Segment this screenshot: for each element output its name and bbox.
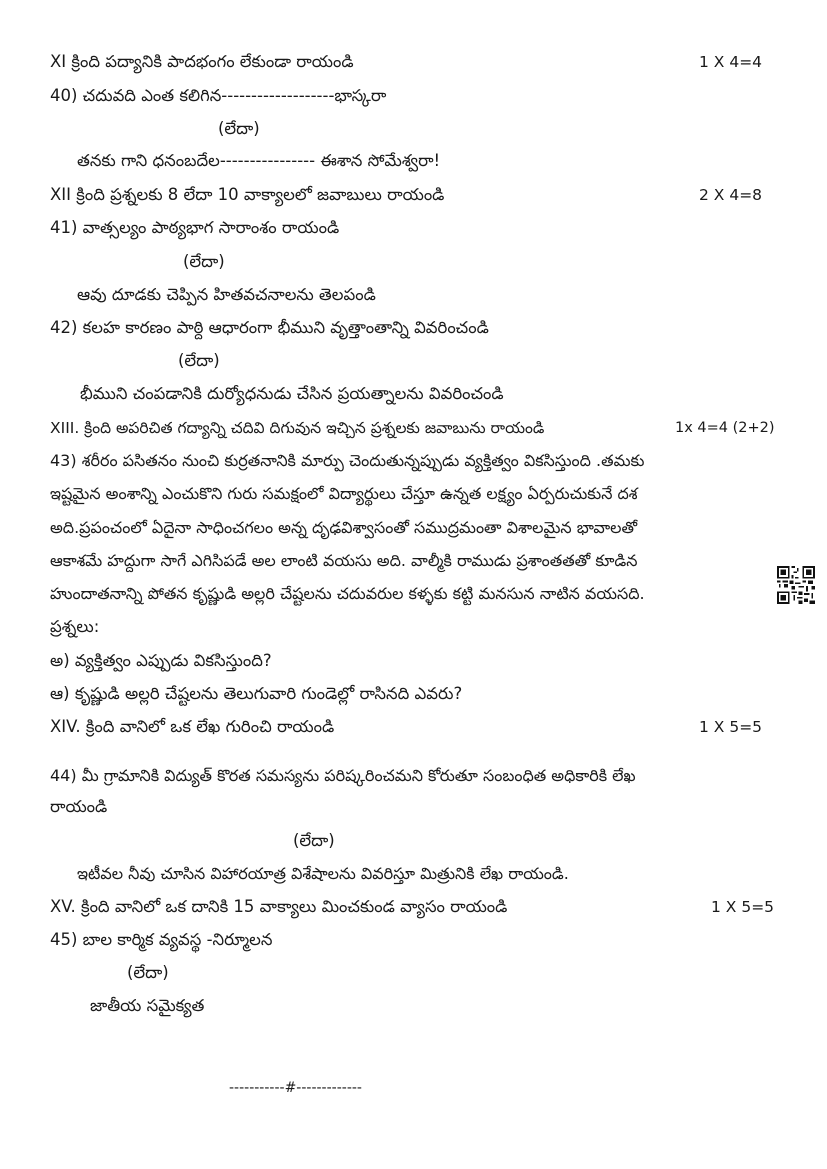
q44-or: (లేదా) <box>293 831 335 850</box>
q44-line1: 44) మీ గ్రామానికి విద్యుత్ కొరత సమస్యను పరిష్కరించమని కోరుతూ సంబంధిత అధికారికి లేఖ <box>50 766 636 785</box>
section-xiii-heading: XIII. క్రింది అపరిచిత గద్యాన్ని చదివి దిగువున ఇచ్చిన ప్రశ్నలకు జవాబును రాయండి <box>50 419 545 437</box>
section-xv-heading: XV. క్రింది వానిలో ఒక దానికి 15 వాక్యాలు మించకుండ వ్యాసం రాయండి <box>50 897 508 916</box>
passage-line: ఇష్టమైన అంశాన్ని ఎంచుకొని గురు సమక్షంలో విద్యార్థులు చేస్తూ ఉన్నత లక్ష్యం ఏర్పరుచుకునే దశ <box>50 484 638 503</box>
section-xi-heading: XI క్రింది పద్యానికి పాదభంగం లేకుండా రాయండి <box>50 52 354 71</box>
end-of-paper-mark: -----------#------------- <box>229 1080 362 1096</box>
q42-or: (లేదా) <box>178 351 220 370</box>
section-xiii-marks: 1x 4=4 (2+2) <box>675 420 775 436</box>
passage-line: ఆకాశమే హద్దుగా సాగే ఎగిసిపడే అల లాంటి వయసు అది. వాల్మీకి రాముడు ప్రశాంతతతో కూడిన <box>50 551 638 570</box>
q40-line2: తనకు గాని ధనంబదేల---------------- ఈశాన సోమేశ్వరా! <box>77 151 441 170</box>
q45-line2: జాతీయ సమైక్యత <box>90 996 205 1015</box>
sub-question-aa: ఆ) కృష్ణుడి అల్లరి చేష్టలను తెలుగువారి గుండెల్లో రాసినది ఎవరు? <box>50 684 463 703</box>
q45-or: (లేదా) <box>127 963 169 982</box>
q44-line2: ఇటీవల నీవు చూసిన విహారయాత్ర విశేషాలను వివరిస్తూ మిత్రునికి లేఖ రాయండి. <box>77 864 569 883</box>
qr-code-icon <box>777 566 815 604</box>
q45-line1: 45) బాల కార్మిక వ్యవస్థ -నిర్మూలన <box>50 930 273 949</box>
q41-line2: ఆవు దూడకు చెప్పిన హితవచనాలను తెలపండి <box>77 285 376 304</box>
q40-or: (లేదా) <box>218 119 260 138</box>
section-xii-marks: 2 X 4=8 <box>699 186 763 204</box>
q41-line1: 41) వాత్సల్యం పాఠ్యభాగ సారాంశం రాయండి <box>50 218 340 237</box>
section-xi-marks: 1 X 4=4 <box>699 53 763 71</box>
passage-line: హుందాతనాన్ని పోతన కృష్ణుడి అల్లరి చేష్టలను చదువరుల కళ్ళకు కట్టి మనసున నాటిన వయసది. <box>50 584 645 603</box>
q41-or: (లేదా) <box>183 252 225 271</box>
passage-line: అది.ప్రపంచంలో ఏదైనా సాధించగలం అన్న దృఢవిశ్వాసంతో సముద్రమంతా విశాలమైన భావాలతో <box>50 518 638 537</box>
sub-question-a: అ) వ్యక్తిత్వం ఎప్పుడు వికసిస్తుంది? <box>50 651 272 670</box>
section-xii-heading: XII క్రింది ప్రశ్నలకు 8 లేదా 10 వాక్యాలలో జవాబులు రాయండి <box>50 185 445 204</box>
q42-line1: 42) కలహ కారణం పాఠ్ది ఆధారంగా భీముని వృత్తాంతాన్ని వివరించండి <box>50 318 489 337</box>
q40-line1: 40) చదువది ఎంత కలిగిన-------------------భాస్కరా <box>50 86 387 105</box>
q42-line2: భీముని చంపడానికి దుర్యోధనుడు చేసిన ప్రయత్నాలను వివరించండి <box>80 384 504 403</box>
section-xv-marks: 1 X 5=5 <box>711 898 775 916</box>
section-xiv-heading: XIV. క్రింది వానిలో ఒక లేఖ గురించి రాయండి <box>50 717 335 736</box>
questions-label: ప్రశ్నలు: <box>50 617 100 636</box>
section-xiv-marks: 1 X 5=5 <box>699 718 763 736</box>
q44-line1-cont: రాయండి <box>50 797 108 816</box>
passage-line: 43) శరీరం పసితనం నుంచి కుర్రతనానికి మార్పు చెందుతున్నప్పుడు వ్యక్తిత్వం వికసిస్తుంది .తమకు <box>50 451 645 470</box>
